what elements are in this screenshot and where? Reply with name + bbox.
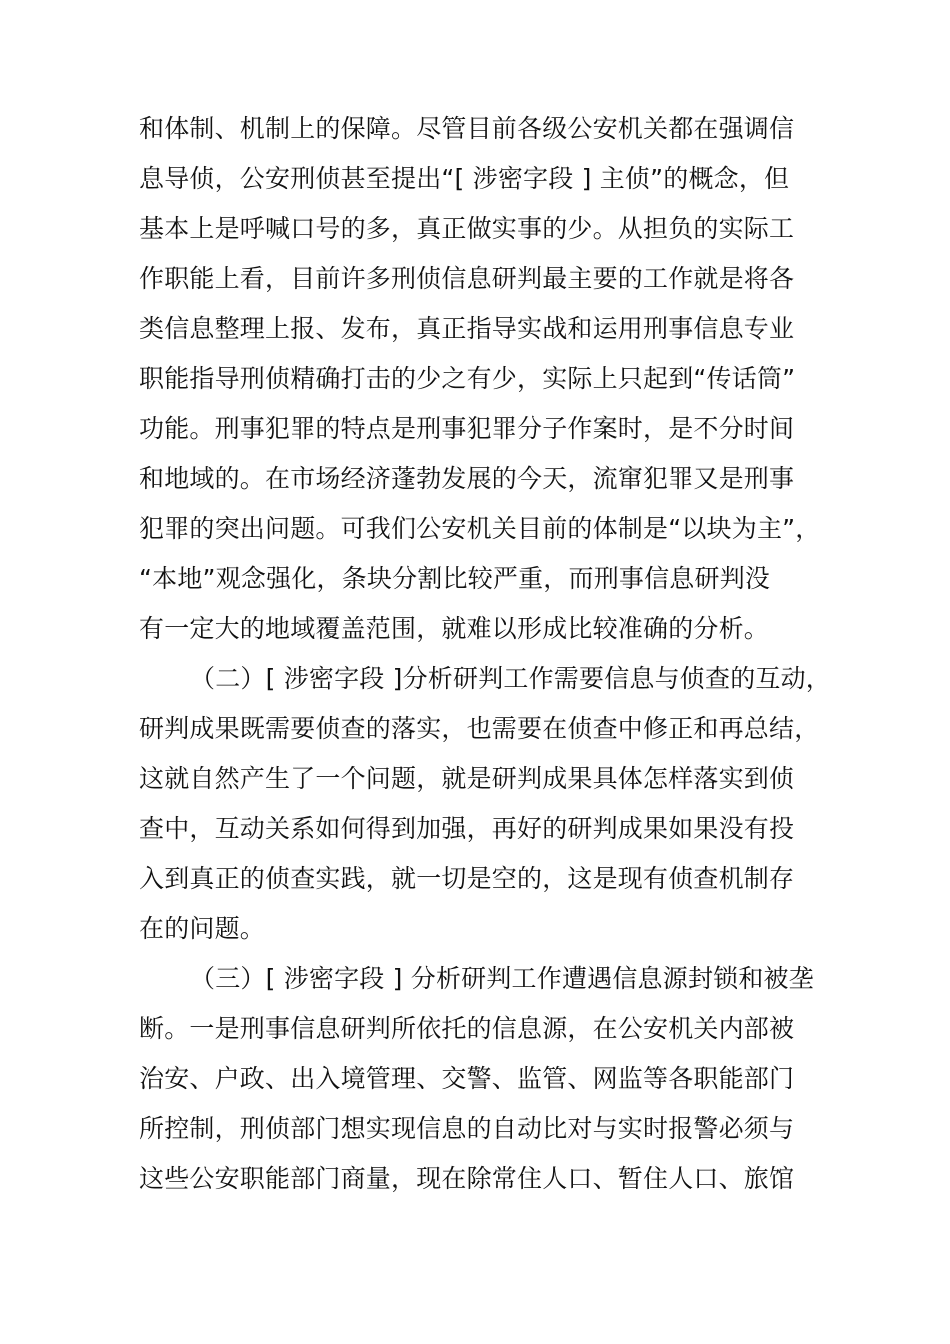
text-line: 这些公安职能部门商量，现在除常住人口、暂住人口、旅馆	[139, 1164, 795, 1193]
text-line: 有一定大的地域覆盖范围，就难以形成比较准确的分析。	[139, 614, 770, 643]
text-line: 基本上是呼喊口号的多，真正做实事的少。从担负的实际工	[139, 214, 795, 243]
text-line: 入到真正的侦查实践，就一切是空的，这是现有侦查机制存	[139, 864, 795, 893]
text-line: 治安、户政、出入境管理、交警、监管、网监等各职能部门	[139, 1064, 795, 1093]
text-line: 犯罪的突出问题。可我们公安机关目前的体制是“以块为主”，	[139, 514, 821, 543]
paragraph-heading: （二）[ 涉密字段 ]分析研判工作需要信息与侦查的互动，	[190, 664, 832, 693]
text-line: 和地域的。在市场经济蓬勃发展的今天，流窜犯罪又是刑事	[139, 464, 795, 493]
text-line: 类信息整理上报、发布，真正指导实战和运用刑事信息专业	[139, 314, 795, 343]
text-line: 断。一是刑事信息研判所依托的信息源，在公安机关内部被	[139, 1014, 795, 1043]
text-line: 职能指导刑侦精确打击的少之有少，实际上只起到“传话筒”	[139, 364, 796, 393]
text-line: 研判成果既需要侦查的落实，也需要在侦查中修正和再总结，	[139, 714, 820, 743]
text-line: “本地”观念强化，条块分割比较严重，而刑事信息研判没	[139, 564, 771, 593]
text-line: 息导侦，公安刑侦甚至提出“[ 涉密字段 ] 主侦”的概念，但	[139, 164, 790, 193]
text-line: 所控制，刑侦部门想实现信息的自动比对与实时报警必须与	[139, 1114, 795, 1143]
paragraph-heading: （三）[ 涉密字段 ] 分析研判工作遭遇信息源封锁和被垄	[190, 964, 814, 993]
text-line: 和体制、机制上的保障。尽管目前各级公安机关都在强调信	[139, 114, 795, 143]
text-line: 查中，互动关系如何得到加强，再好的研判成果如果没有投	[139, 814, 795, 843]
text-line: 这就自然产生了一个问题，就是研判成果具体怎样落实到侦	[139, 764, 795, 793]
text-line: 在的问题。	[139, 914, 266, 943]
text-line: 功能。刑事犯罪的特点是刑事犯罪分子作案时，是不分时间	[139, 414, 795, 443]
text-line: 作职能上看，目前许多刑侦信息研判最主要的工作就是将各	[139, 264, 795, 293]
